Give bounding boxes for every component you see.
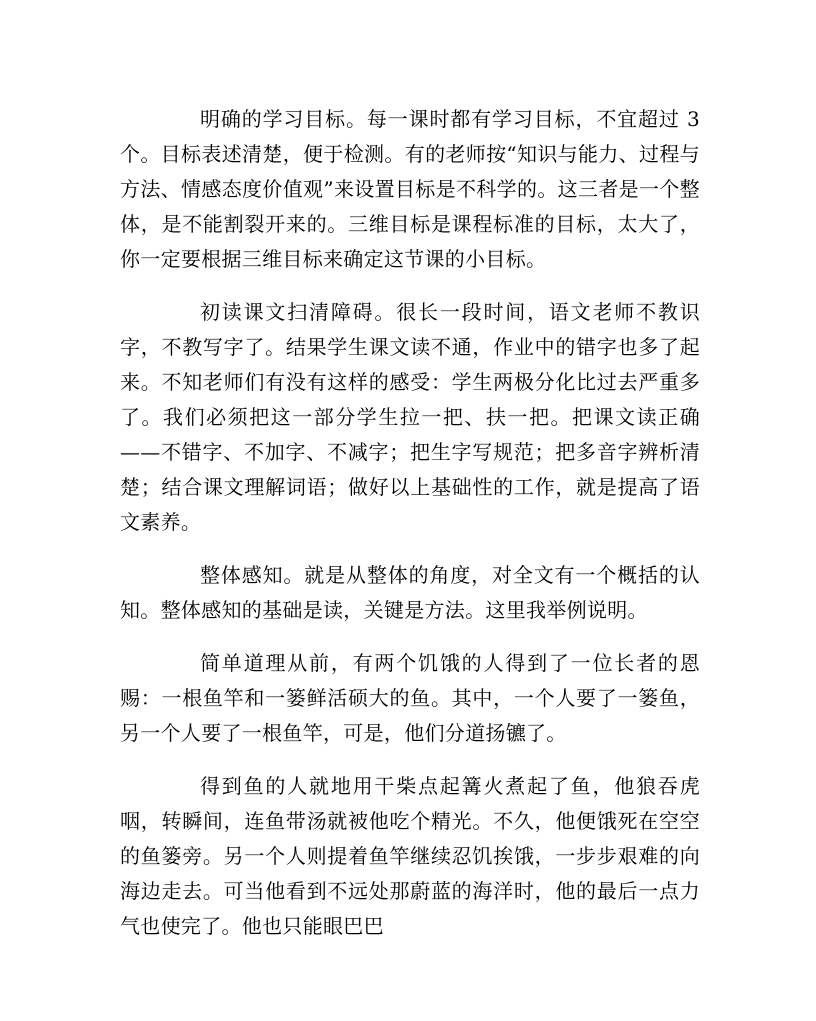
paragraph-learning-goals: 明确的学习目标。每一课时都有学习目标，不宜超过 3 个。目标表述清楚，便于检测。有的老师按“知识与能力、过程与方法、情感态度价值观”来设置目标是不科学的。这三者是一个整体，是不能割裂开来的。三维目标是课程标准的目标，太大了，你一定要根据三维目标来确定这节课的小目标。 — [120, 107, 700, 271]
document-body — [120, 102, 700, 962]
paragraph-overall-perception: 整体感知。就是从整体的角度，对全文有一个概括的认知。整体感知的基础是读，关键是方法。这里我举例说明。 — [120, 563, 700, 622]
paragraph-story-continuation: 得到鱼的人就地用干柴点起篝火煮起了鱼，他狼吞虎咽，转瞬间，连鱼带汤就被他吃个精光。不久，他便饿死在空空的鱼篓旁。另一个人则提着鱼竿继续忍饥挨饿，一步步艰难的向海边走去。可当他看到不远处那蔚蓝的海洋时，他的最后一点力气也使完了。他也只能眼巴巴 — [120, 774, 700, 938]
paragraph-story-intro: 简单道理从前，有两个饥饿的人得到了一位长者的恩赐：一根鱼竿和一篓鲜活硕大的鱼。其中，一个人要了一篓鱼，另一个人要了一根鱼竿，可是，他们分道扬镳了。 — [120, 651, 700, 745]
paragraph-first-reading: 初读课文扫清障碍。很长一段时间，语文老师不教识字，不教写字了。结果学生课文读不通，作业中的错字也多了起来。不知老师们有没有这样的感受：学生两极分化比过去严重多了。我们必须把这一部分学生拉一把、扶一把。把课文读正确——不错字、不加字、不减字；把生字写规范；把多音字辨析清楚；结合课文理解词语；做好以上基础性的工作，就是提高了语文素养。 — [120, 300, 700, 534]
